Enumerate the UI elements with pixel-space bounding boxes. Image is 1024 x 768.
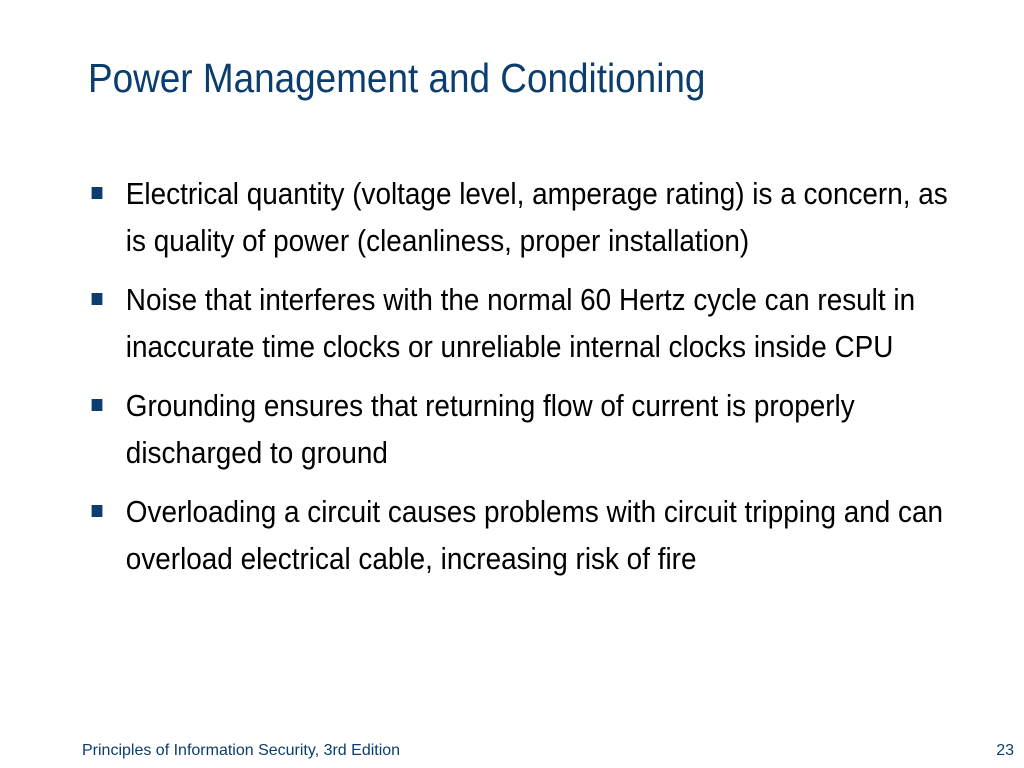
bullet-item	[88, 170, 975, 264]
bullet-text: Electrical quantity (voltage level, amperage rating) is a concern, as is quality of power (cleanliness, proper installation)	[125, 176, 948, 258]
square-bullet-icon	[92, 505, 103, 517]
footer-book-title: Principles of Information Security, 3rd Edition	[82, 742, 401, 759]
square-bullet-icon	[92, 293, 103, 305]
bullet-item	[88, 276, 975, 370]
slide-title: Power Management and Conditioning	[88, 55, 706, 101]
square-bullet-icon	[92, 399, 103, 411]
bullet-text: Grounding ensures that returning flow of current is properly discharged to ground	[125, 388, 855, 470]
bullet-item	[88, 488, 975, 582]
bullet-list	[88, 170, 975, 594]
bullet-text: Noise that interferes with the normal 60 Hertz cycle can result in inaccurate time clocks or unreliable internal clocks inside CPU	[125, 282, 916, 364]
bullet-item	[88, 382, 975, 476]
page-number: 23	[996, 742, 1014, 759]
bullet-text: Overloading a circuit causes problems with circuit tripping and can overload electrical cable, increasing risk of fire	[125, 494, 944, 576]
square-bullet-icon	[92, 187, 103, 199]
